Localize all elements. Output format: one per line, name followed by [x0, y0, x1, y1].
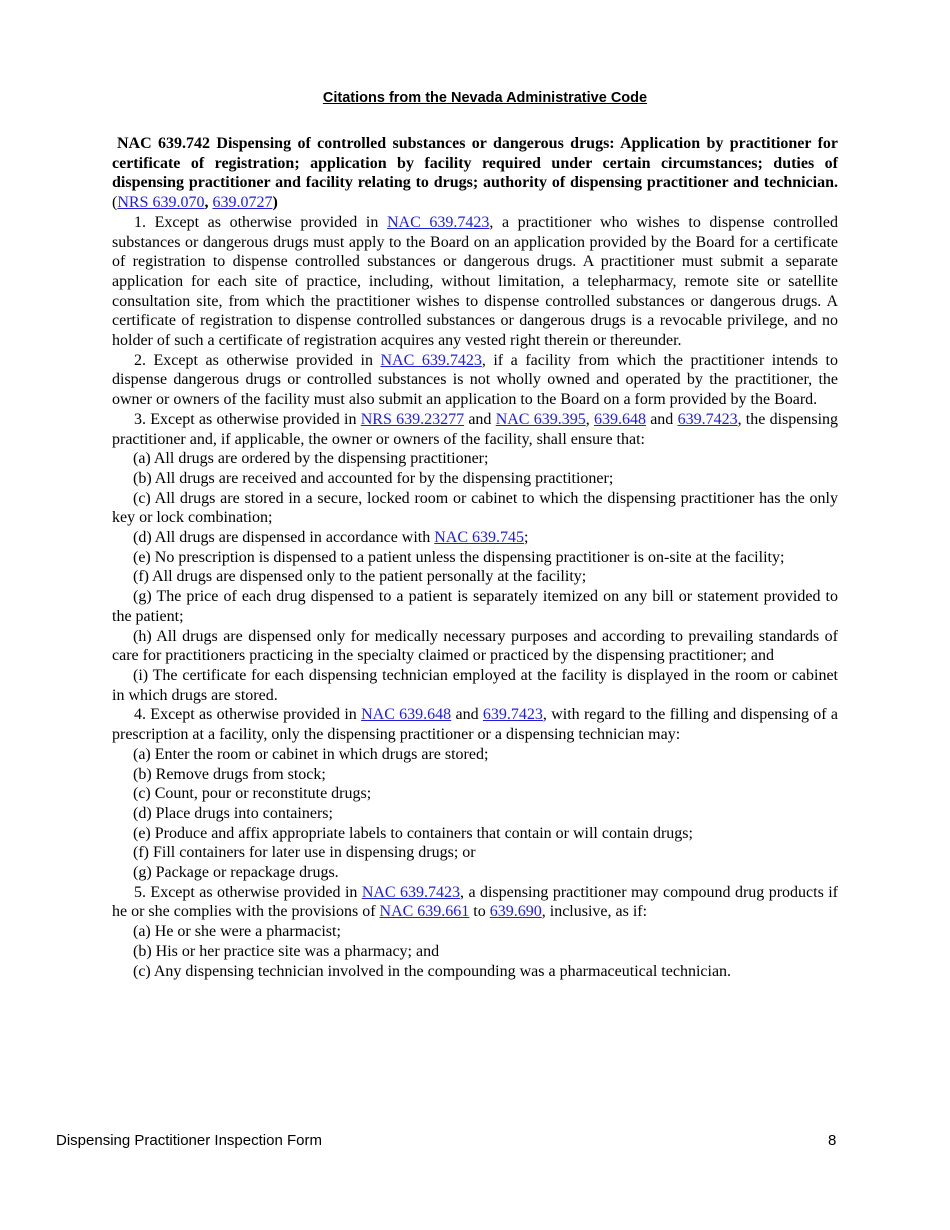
nac-639-661-link[interactable]: NAC 639.661 [379, 903, 470, 921]
paragraph-2: 2. Except as otherwise provided in NAC 639.7423, if a facility from which the practitioner intends to dispense dangerous drugs or controlled substances is not wholly owned and operated by the practitioner, the owner or owners of the facility must also submit an application to the Board on a form provided by the Board. [112, 351, 839, 409]
list-item: (b) His or her practice site was a pharmacy; and [133, 942, 440, 960]
list-item: (a) He or she were a pharmacist; [133, 923, 341, 941]
nac-639-648-link[interactable]: 639.648 [593, 410, 646, 428]
list-item: (a) Enter the room or cabinet in which drugs are stored; [133, 745, 489, 763]
nac-639-395-link[interactable]: NAC 639.395 [495, 410, 586, 428]
list-item: (e) No prescription is dispensed to a patient unless the dispensing practitioner is on-site at the facility; [133, 548, 785, 566]
list-item: (b) Remove drugs from stock; [133, 765, 326, 783]
list-item: (d) Place drugs into containers; [133, 804, 333, 822]
list-item: (a) All drugs are ordered by the dispensing practitioner; [133, 450, 489, 468]
list-item: (b) All drugs are received and accounted for by the dispensing practitioner; [133, 469, 614, 487]
nac-639-7423-link[interactable]: 639.7423 [482, 706, 543, 724]
list-item: (e) Produce and affix appropriate labels to containers that contain or will contain drugs; [133, 824, 693, 842]
list-item: (g) Package or repackage drugs. [133, 864, 339, 882]
nrs-639-070-link[interactable]: NRS 639.070 [117, 194, 205, 212]
nac-639-7423-link[interactable]: 639.7423 [677, 410, 738, 428]
page-title: Citations from the Nevada Administrative Code [322, 90, 648, 106]
paragraph-3: 3. Except as otherwise provided in NRS 639.23277 and NAC 639.395, 639.648 and 639.7423, the dispensing practitioner and, if applicable, the owner or owners of the facility, shall ensure that: [112, 410, 839, 448]
list-item: (f) All drugs are dispensed only to the patient personally at the facility; [133, 568, 587, 586]
list-item: (f) Fill containers for later use in dispensing drugs; or [133, 844, 476, 862]
nac-639-7423-link[interactable]: NAC 639.7423 [361, 883, 461, 901]
regulation-text [112, 134, 838, 981]
section-heading-text: NAC 639.742 Dispensing of controlled substances or dangerous drugs: Application by practitioner for certificate of registration; application by facility required under certain circumstances; duties of dispensing practitioner and facility relating to drugs; authority of dispensing practitioner and technician. [112, 135, 838, 192]
list-item: (d) All drugs are dispensed in accordance with NAC 639.745; [133, 529, 529, 547]
paragraph-1: 1. Except as otherwise provided in NAC 639.7423, a practitioner who wishes to dispense controlled substances or dangerous drugs must apply to the Board on an application provided by the Board for a certificate of registration to dispense controlled substances or dangerous drugs. A practitioner must submit a separate application for each site of practice, including, without limitation, a telepharmacy, remote site or satellite consultation site, from which the practitioner wishes to dispense controlled substances or dangerous drugs. A certificate of registration to dispense controlled substances or dangerous drugs is a revocable privilege, and no holder of such a certificate of registration acquires any vested right therein or thereunder. [112, 213, 839, 350]
list-item: (i) The certificate for each dispensing technician employed at the facility is displayed in the room or cabinet in which drugs are stored. [112, 666, 838, 704]
list-item: (c) All drugs are stored in a secure, locked room or cabinet to which the dispensing practitioner has the only key or lock combination; [112, 489, 838, 527]
nac-639-7423-link[interactable]: NAC 639.7423 [386, 213, 490, 231]
nac-639-745-link[interactable]: NAC 639.745 [434, 529, 525, 547]
nac-639-7423-link[interactable]: NAC 639.7423 [380, 351, 482, 369]
section-heading: NAC 639.742 Dispensing of controlled substances or dangerous drugs: Application by practitioner for certificate of registration; application by facility required under certain circumstances; duties of dispensing practitioner and facility relating to drugs; authority of dispensing practitioner and technician. (NRS 639.070, 639.0727) [112, 135, 838, 212]
nac-639-690-link[interactable]: 639.690 [489, 903, 542, 921]
list-item: (h) All drugs are dispensed only for medically necessary purposes and according to prevailing standards of care for practitioners practicing in the specialty claimed or practiced by the dispensing practitioner; and [112, 627, 838, 665]
nrs-639-0727-link[interactable]: 639.0727 [212, 194, 273, 212]
list-item: (c) Count, pour or reconstitute drugs; [133, 785, 372, 803]
list-item: (c) Any dispensing technician involved in the compounding was a pharmaceutical technician. [133, 962, 732, 980]
page-number: 8 [828, 1132, 837, 1149]
nrs-639-23277-link[interactable]: NRS 639.23277 [360, 410, 465, 428]
nac-639-648-link[interactable]: NAC 639.648 [361, 706, 452, 724]
list-item: (g) The price of each drug dispensed to a patient is separately itemized on any bill or statement provided to the patient; [112, 588, 838, 625]
paragraph-4: 4. Except as otherwise provided in NAC 639.648 and 639.7423, with regard to the filling and dispensing of a prescription at a facility, only the dispensing practitioner or a dispensing technician may: [112, 706, 839, 744]
footer-title: Dispensing Practitioner Inspection Form [56, 1132, 322, 1149]
paragraph-5: 5. Except as otherwise provided in NAC 639.7423, a dispensing practitioner may compound drug products if he or she complies with the provisions of NAC 639.661 to 639.690, inclusive, as if: [112, 883, 839, 921]
